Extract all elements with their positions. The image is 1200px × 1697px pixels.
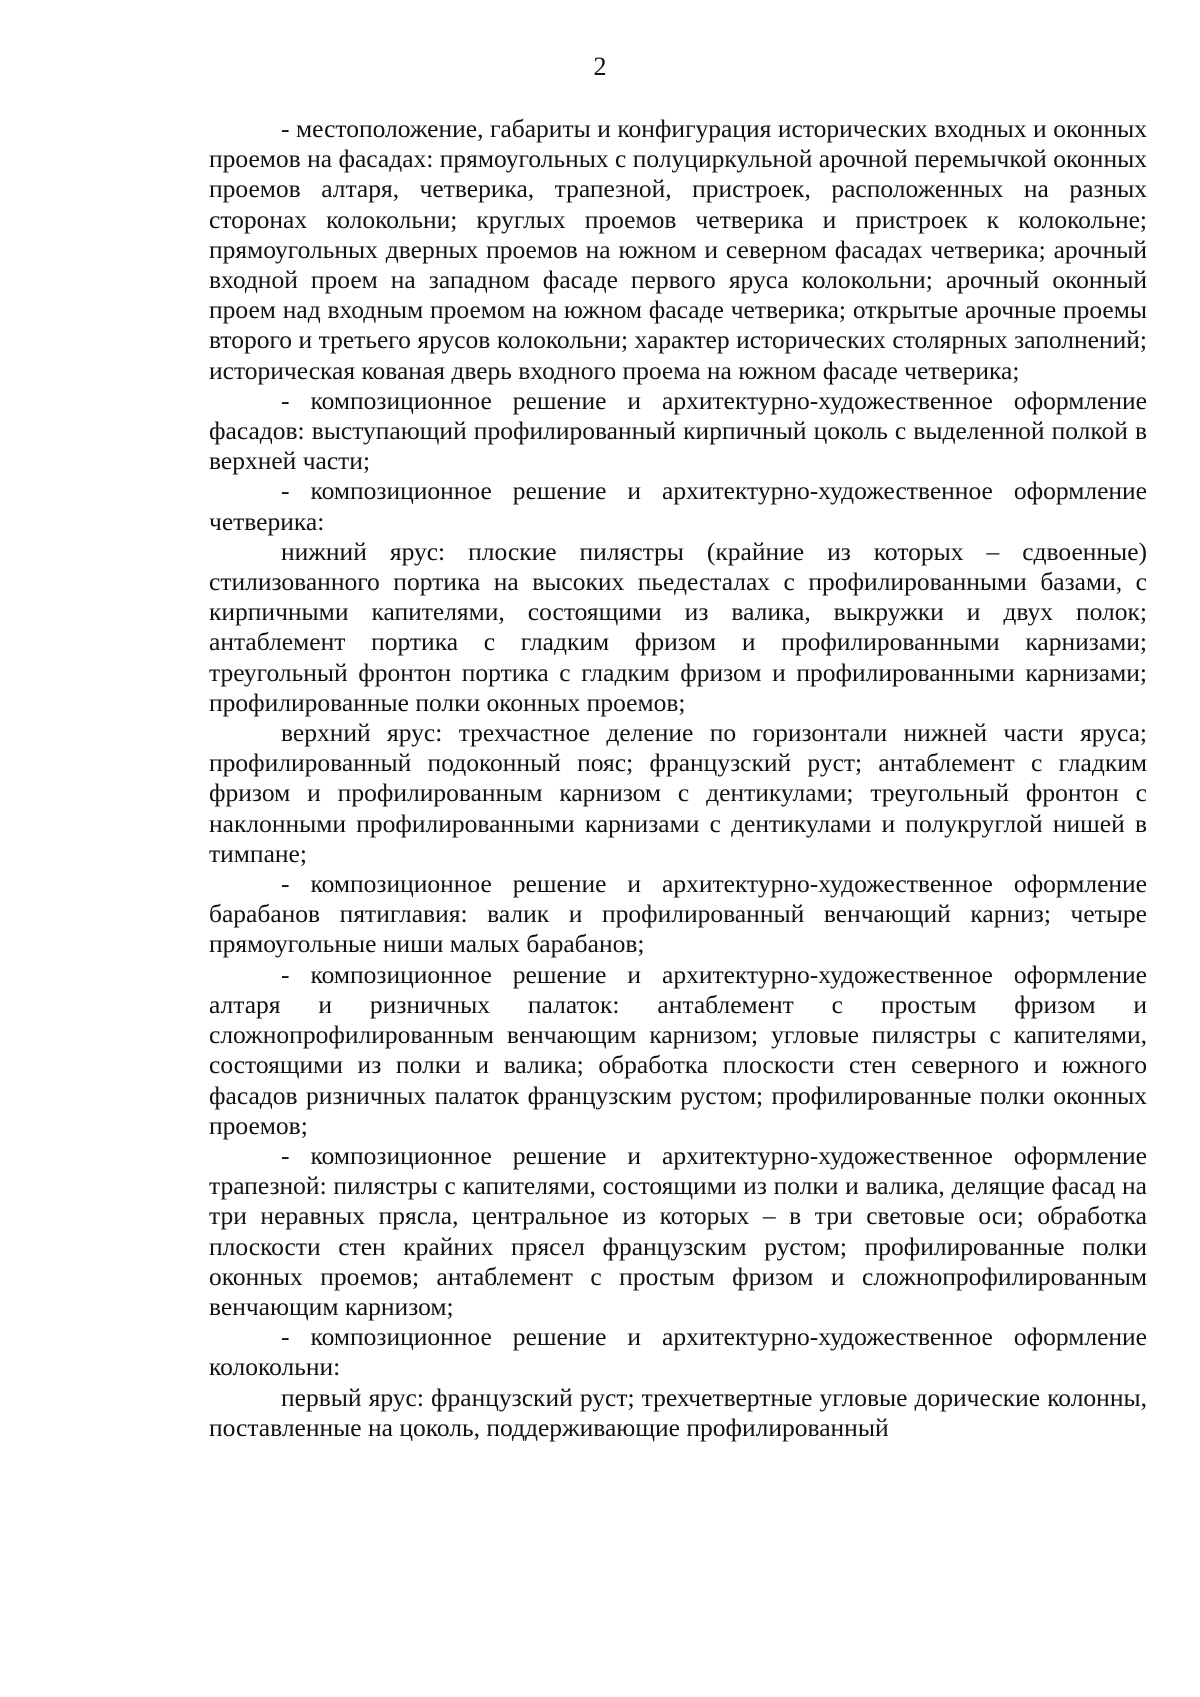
paragraph: - композиционное решение и архитектурно-художественное оформление трапезной: пилястры с капителями, состоящими из полки и валика, делящие фасад на три неравных прясла, центральное из которых – в три световые оси; обработка плоскости стен крайних прясел французским рустом; профилированные полки оконных проемов; антаблемент с простым фризом и сложнопрофилированным венчающим карнизом; (209, 1140, 1147, 1321)
paragraph: нижний ярус: плоские пилястры (крайние из которых – сдвоенные) стилизованного портика на высоких пьедесталах с профилированными базами, с кирпичными капителями, состоящими из валика, выкружки и двух полок; антаблемент портика с гладким фризом и профилированными карнизами; треугольный фронтон портика с гладким фризом и профилированными карнизами; профилированные полки оконных проемов; (209, 536, 1147, 717)
paragraph: - композиционное решение и архитектурно-художественное оформление фасадов: выступающий профилированный кирпичный цоколь с выделенной полкой в верхней части; (209, 385, 1147, 476)
page-number: 2 (593, 52, 607, 81)
paragraph: - композиционное решение и архитектурно-художественное оформление четверика: (209, 476, 1147, 536)
paragraph: - композиционное решение и архитектурно-художественное оформление колокольни: (209, 1322, 1147, 1382)
paragraph: первый ярус: французский руст; трехчетвертные угловые дорические колонны, поставленные на цоколь, поддерживающие профилированный (209, 1382, 1147, 1442)
paragraph: - местоположение, габариты и конфигурация исторических входных и оконных проемов на фасадах: прямоугольных с полуциркульной арочной перемычкой оконных проемов алтаря, четверика, трапезной, пристроек, расположенных на разных сторонах колокольни; круглых проемов четверика и пристроек к колокольне; прямоугольных дверных проемов на южном и северном фасадах четверика; арочный входной проем на западном фасаде первого яруса колокольни; арочный оконный проем над входным проемом на южном фасаде четверика; открытые арочные проемы второго и третьего ярусов колокольни; характер исторических столярных заполнений; историческая кованая дверь входного проема на южном фасаде четверика; (209, 114, 1147, 385)
paragraph: - композиционное решение и архитектурно-художественное оформление алтаря и ризничных палаток: антаблемент с простым фризом и сложнопрофилированным венчающим карнизом; угловые пилястры с капителями, состоящими из полки и валика; обработка плоскости стен северного и южного фасадов ризничных палаток французским рустом; профилированные полки оконных проемов; (209, 959, 1147, 1140)
paragraph: - композиционное решение и архитектурно-художественное оформление барабанов пятиглавия: валик и профилированный венчающий карниз; четыре прямоугольные ниши малых барабанов; (209, 869, 1147, 959)
paragraph: верхний ярус: трехчастное деление по горизонтали нижней части яруса; профилированный подоконный пояс; французский руст; антаблемент с гладким фризом и профилированным карнизом с дентикулами; треугольный фронтон с наклонными профилированными карнизами с дентикулами и полукруглой нишей в тимпане; (209, 718, 1147, 868)
document-body (209, 114, 1147, 1443)
